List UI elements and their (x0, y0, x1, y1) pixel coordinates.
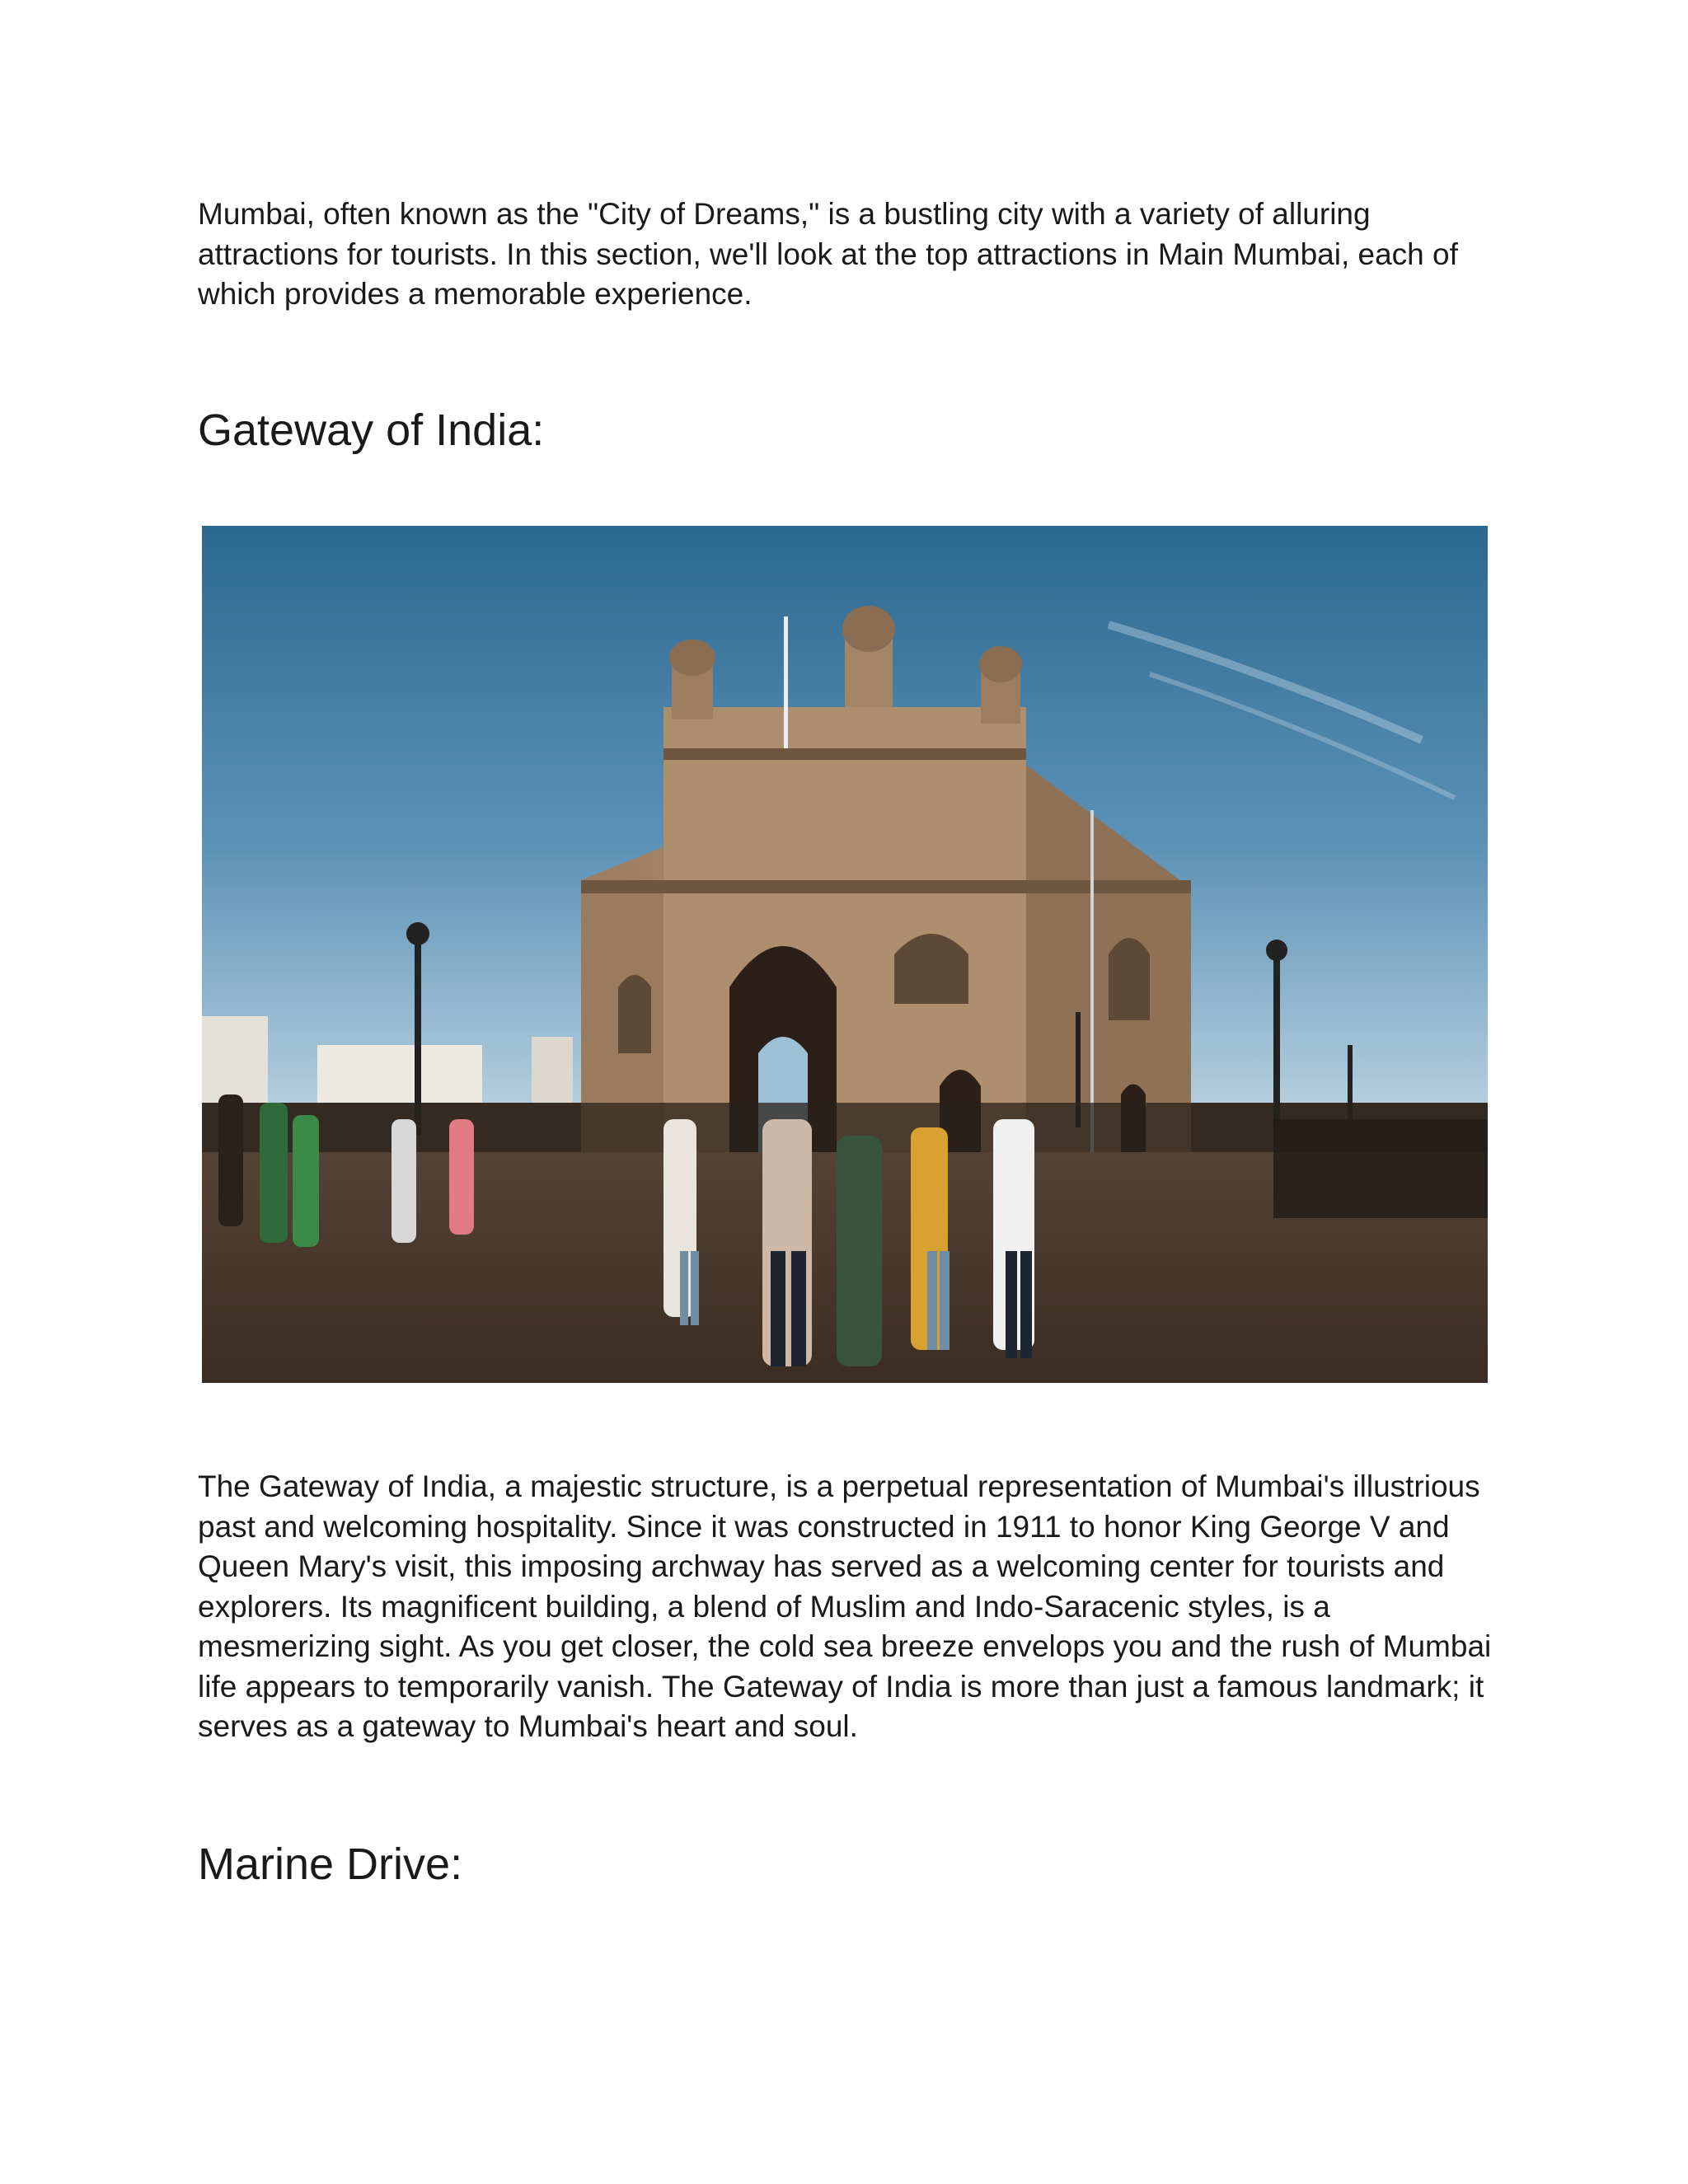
gateway-of-india-photo (202, 526, 1488, 1383)
gateway-description-paragraph: The Gateway of India, a majestic structure, is a perpetual representation of Mumbai's illustrious past and welcoming hospitality. Since it was constructed in 1911 to honor King George V and Queen Mary's visit, this imposing archway has served as a welcoming center for tourists and explorers. Its magnificent building, a blend of Muslim and Indo-Saracenic styles, is a mesmerizing sight. As you get closer, the cold sea breeze envelops you and the rush of Mumbai life appears to temporarily vanish. The Gateway of India is more than just a famous landmark; it serves as a gateway to Mumbai's heart and soul. (198, 1469, 1492, 1743)
section-heading-marine-drive: Marine Drive: (198, 1840, 463, 1889)
intro-paragraph: Mumbai, often known as the "City of Dreams," is a bustling city with a variety of alluring attractions for tourists. In this section, we'll look at the top attractions in Main Mumbai, each of which provides a memorable experience. (198, 197, 1458, 311)
section-heading-gateway: Gateway of India: (198, 405, 545, 455)
